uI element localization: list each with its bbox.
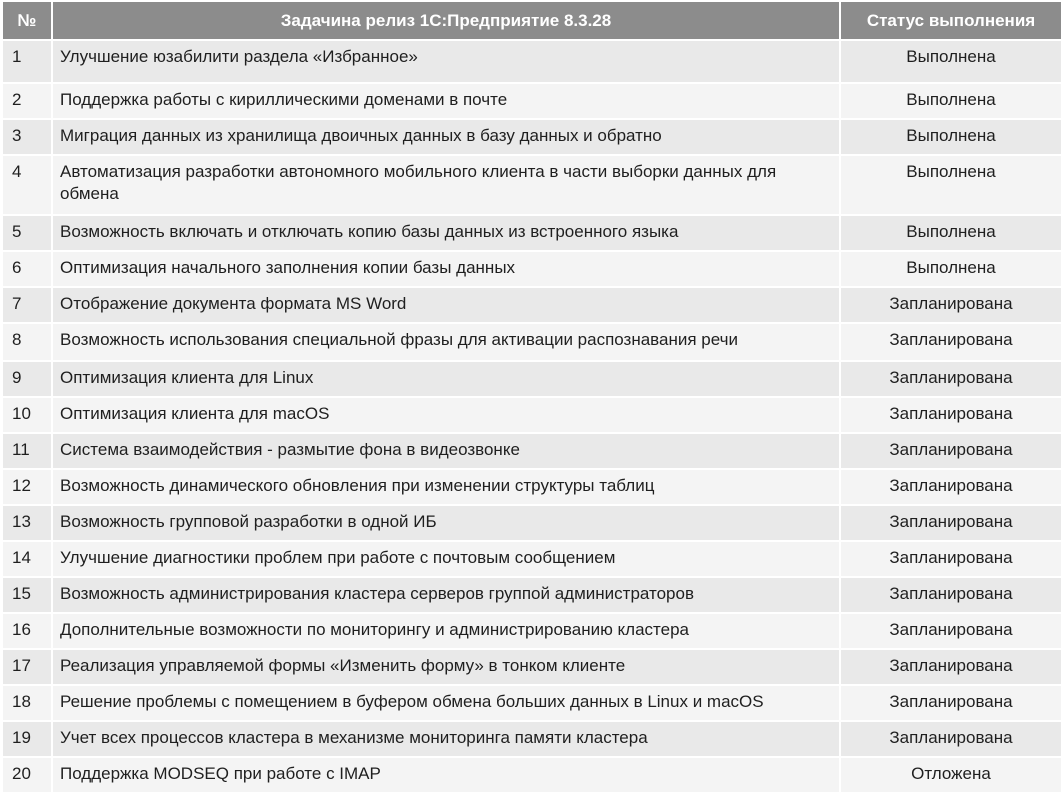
row-number: 6 — [2, 251, 52, 287]
row-task: Реализация управляемой формы «Изменить форму» в тонком клиенте — [52, 649, 840, 685]
header-task: Задачина релиз 1С:Предприятие 8.3.28 — [52, 1, 840, 40]
row-number: 7 — [2, 287, 52, 323]
row-status: Выполнена — [840, 119, 1062, 155]
row-number: 5 — [2, 215, 52, 251]
table-row — [2, 541, 1062, 577]
table-row — [2, 323, 1062, 361]
row-task: Оптимизация начального заполнения копии базы данных — [52, 251, 840, 287]
table-row — [2, 721, 1062, 757]
row-task: Улучшение юзабилити раздела «Избранное» — [52, 40, 840, 83]
row-number: 13 — [2, 505, 52, 541]
table-row — [2, 40, 1062, 83]
row-task: Улучшение диагностики проблем при работе с почтовым сообщением — [52, 541, 840, 577]
header-status: Статус выполнения — [840, 1, 1062, 40]
row-status: Выполнена — [840, 83, 1062, 119]
row-status: Выполнена — [840, 155, 1062, 215]
row-task: Возможность использования специальной фразы для активации распознавания речи — [52, 323, 840, 361]
table-row — [2, 397, 1062, 433]
row-number: 12 — [2, 469, 52, 505]
row-status: Запланирована — [840, 323, 1062, 361]
row-status: Запланирована — [840, 287, 1062, 323]
row-status: Запланирована — [840, 721, 1062, 757]
row-task: Оптимизация клиента для Linux — [52, 361, 840, 397]
row-number: 17 — [2, 649, 52, 685]
row-status: Выполнена — [840, 251, 1062, 287]
header-row — [2, 1, 1062, 40]
table-header — [2, 1, 1062, 40]
release-tasks-table — [1, 0, 1063, 794]
row-number: 20 — [2, 757, 52, 793]
row-status: Запланирована — [840, 685, 1062, 721]
row-task: Автоматизация разработки автономного мобильного клиента в части выборки данных для обмена — [52, 155, 840, 215]
row-status: Запланирована — [840, 361, 1062, 397]
table-row — [2, 83, 1062, 119]
row-number: 8 — [2, 323, 52, 361]
row-number: 14 — [2, 541, 52, 577]
row-number: 9 — [2, 361, 52, 397]
table-row — [2, 119, 1062, 155]
row-number: 18 — [2, 685, 52, 721]
table-row — [2, 287, 1062, 323]
row-status: Запланирована — [840, 649, 1062, 685]
row-number: 11 — [2, 433, 52, 469]
row-number: 16 — [2, 613, 52, 649]
table-row — [2, 757, 1062, 793]
table-row — [2, 613, 1062, 649]
row-task: Учет всех процессов кластера в механизме мониторинга памяти кластера — [52, 721, 840, 757]
row-number: 2 — [2, 83, 52, 119]
table-row — [2, 469, 1062, 505]
row-task: Возможность администрирования кластера серверов группой администраторов — [52, 577, 840, 613]
row-task: Поддержка MODSEQ при работе с IMAP — [52, 757, 840, 793]
table-row — [2, 215, 1062, 251]
table-body — [2, 40, 1062, 793]
row-status: Запланирована — [840, 397, 1062, 433]
row-status: Запланирована — [840, 541, 1062, 577]
table-row — [2, 433, 1062, 469]
row-task: Дополнительные возможности по мониторингу и администрированию кластера — [52, 613, 840, 649]
table-row — [2, 685, 1062, 721]
row-status: Запланирована — [840, 613, 1062, 649]
table-row — [2, 361, 1062, 397]
row-task: Отображение документа формата MS Word — [52, 287, 840, 323]
row-status: Выполнена — [840, 215, 1062, 251]
row-number: 19 — [2, 721, 52, 757]
row-number: 1 — [2, 40, 52, 83]
row-task: Возможность динамического обновления при изменении структуры таблиц — [52, 469, 840, 505]
table-row — [2, 649, 1062, 685]
row-status: Запланирована — [840, 469, 1062, 505]
row-status: Запланирована — [840, 577, 1062, 613]
row-task: Оптимизация клиента для macOS — [52, 397, 840, 433]
table-row — [2, 577, 1062, 613]
row-number: 4 — [2, 155, 52, 215]
row-status: Запланирована — [840, 505, 1062, 541]
row-number: 15 — [2, 577, 52, 613]
row-number: 3 — [2, 119, 52, 155]
header-number: № — [2, 1, 52, 40]
row-task: Возможность групповой разработки в одной ИБ — [52, 505, 840, 541]
row-task: Поддержка работы с кириллическими доменами в почте — [52, 83, 840, 119]
table-row — [2, 155, 1062, 215]
row-task: Возможность включать и отключать копию базы данных из встроенного языка — [52, 215, 840, 251]
row-task: Миграция данных из хранилища двоичных данных в базу данных и обратно — [52, 119, 840, 155]
row-status: Запланирована — [840, 433, 1062, 469]
table-row — [2, 251, 1062, 287]
table-row — [2, 505, 1062, 541]
row-task: Система взаимодействия - размытие фона в видеозвонке — [52, 433, 840, 469]
row-number: 10 — [2, 397, 52, 433]
row-task: Решение проблемы с помещением в буфером обмена больших данных в Linux и macOS — [52, 685, 840, 721]
row-status: Выполнена — [840, 40, 1062, 83]
row-status: Отложена — [840, 757, 1062, 793]
